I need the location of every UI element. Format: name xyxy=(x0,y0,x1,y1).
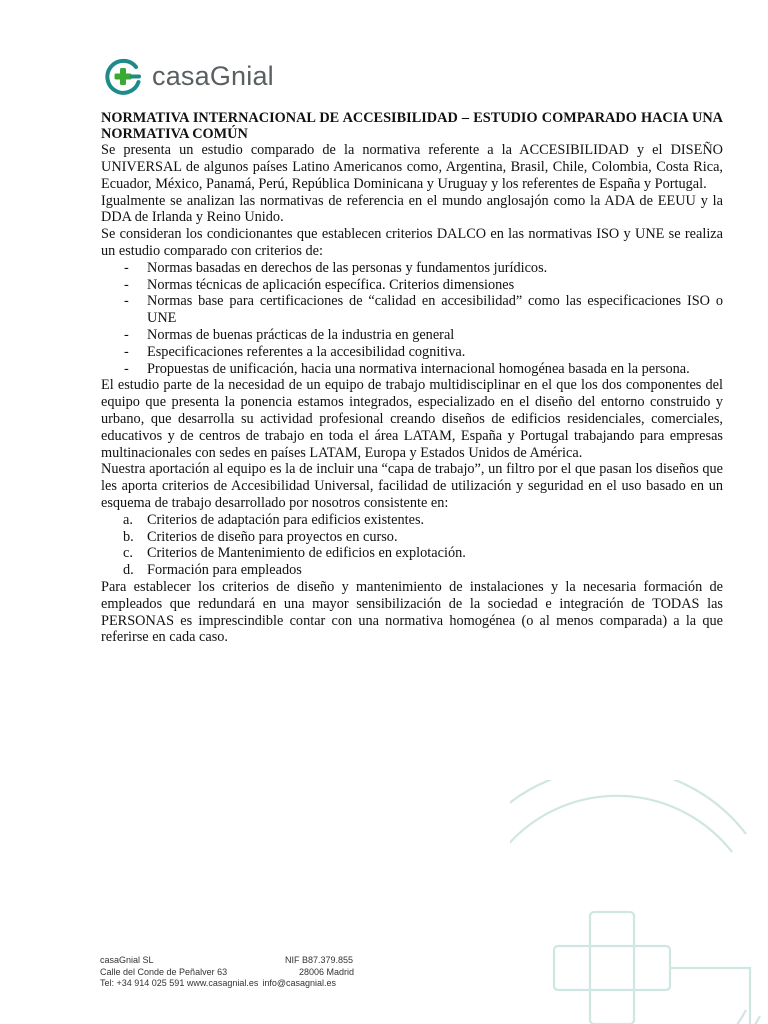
page-footer xyxy=(100,955,354,990)
list-item xyxy=(101,327,723,344)
casagnial-watermark-icon xyxy=(510,780,768,1024)
closing-paragraph: Para establecer los criterios de diseño y mantenimiento de instalaciones y la necesaria formación de empleados que redundará en una mayor sensibilización de la sociedad e integración de TODAS las PERSONAS es imprescindible contar con una normativa homogénea (o al menos comparada) a la que referirse en cada caso. xyxy=(101,578,723,646)
document-body xyxy=(101,111,723,646)
list-item-text: Criterios de Mantenimiento de edificios en explotación. xyxy=(147,545,466,562)
list-item-text: Formación para empleados xyxy=(147,562,302,579)
list-marker: b. xyxy=(123,528,134,545)
list-marker: - xyxy=(124,293,129,310)
footer-address: Calle del Conde de Peñalver 63 xyxy=(100,966,228,977)
list-marker: - xyxy=(124,343,129,360)
workflow-list xyxy=(101,512,723,579)
company-logo xyxy=(103,56,274,96)
list-item xyxy=(101,545,723,562)
list-item-text: Especificaciones referentes a la accesibilidad cognitiva. xyxy=(147,343,466,360)
list-item xyxy=(101,529,723,546)
list-marker: - xyxy=(124,259,129,276)
list-item-text: Normas basadas en derechos de las personas y fundamentos jurídicos. xyxy=(147,259,548,276)
list-item xyxy=(101,260,723,277)
casagnial-logo-icon xyxy=(103,56,143,96)
list-item xyxy=(101,293,723,327)
list-marker: d. xyxy=(123,562,134,579)
list-marker: c. xyxy=(123,545,133,562)
list-marker: a. xyxy=(123,511,133,528)
list-item-text: Normas de buenas prácticas de la industria en general xyxy=(147,326,455,343)
list-item xyxy=(101,361,723,378)
footer-company: casaGnial SL xyxy=(100,955,154,965)
list-marker: - xyxy=(124,276,129,293)
list-item-text: Normas base para certificaciones de “calidad en accesibilidad” como las especificaciones ISO o UNE xyxy=(147,293,723,327)
list-item xyxy=(101,344,723,361)
contribution-paragraph: Nuestra aportación al equipo es la de incluir una “capa de trabajo”, un filtro por el que pasan los diseños que les aporta criterios de Accesibilidad Universal, facilidad de utilización y seguridad en el uso basado en un esquema de trabajo desarrollado por nosotros consistente en: xyxy=(101,461,723,511)
footer-email: info@casagnial.es xyxy=(262,978,337,989)
list-item-text: Criterios de diseño para proyectos en curso. xyxy=(147,528,398,545)
list-item-text: Propuestas de unificación, hacia una normativa internacional homogénea basada en la persona. xyxy=(147,360,690,377)
list-item xyxy=(101,277,723,294)
list-item xyxy=(101,562,723,579)
list-item-text: Normas técnicas de aplicación específica. Criterios dimensiones xyxy=(147,276,515,293)
intro-paragraph-3: Se consideran los condicionantes que establecen criterios DALCO en las normativas ISO y UNE se realiza un estudio comparado con criterios de: xyxy=(101,226,723,259)
list-marker: - xyxy=(124,326,129,343)
list-marker: - xyxy=(124,360,129,377)
document-title: NORMATIVA INTERNACIONAL DE ACCESIBILIDAD – ESTUDIO COMPARADO HACIA UNA NORMATIVA COMÚN xyxy=(101,110,723,142)
intro-paragraph-1: Se presenta un estudio comparado de la normativa referente a la ACCESIBILIDAD y el DISEÑO UNIVERSAL de algunos países Latino Americanos como, Argentina, Brasil, Chile, Colombia, Costa Rica, Ecuador, México, Panamá, Perú, República Dominicana y Uruguay y los referentes de España y Portugal. xyxy=(101,142,723,192)
list-item xyxy=(101,512,723,529)
study-paragraph: El estudio parte de la necesidad de un equipo de trabajo multidisciplinar en el que los dos componentes del equipo que presenta la ponencia estamos integrados, especializado en el diseño del entorno construido y urbano, que desarrolla su actividad profesional creando diseños de edificios residenciales, comerciales, educativos y de centros de trabajo en toda el área LATAM, España y Portugal trabajando para empresas multinacionales con sedes en países LATAM, Europa y Estados Unidos de América. xyxy=(101,377,723,461)
criteria-list xyxy=(101,260,723,378)
logo-wordmark: casaGnial xyxy=(152,60,274,91)
footer-nif: NIF B87.379.855 xyxy=(285,955,354,965)
intro-paragraph-2: Igualmente se analizan las normativas de referencia en el mundo anglosajón como la ADA de EEUU y la DDA de Irlanda y Reino Unido. xyxy=(101,192,723,226)
footer-phone-web: Tel: +34 914 025 591 www.casagnial.es xyxy=(100,978,259,989)
footer-city: 28006 Madrid xyxy=(299,966,355,977)
list-item-text: Criterios de adaptación para edificios existentes. xyxy=(147,511,425,528)
watermark xyxy=(510,780,768,1024)
